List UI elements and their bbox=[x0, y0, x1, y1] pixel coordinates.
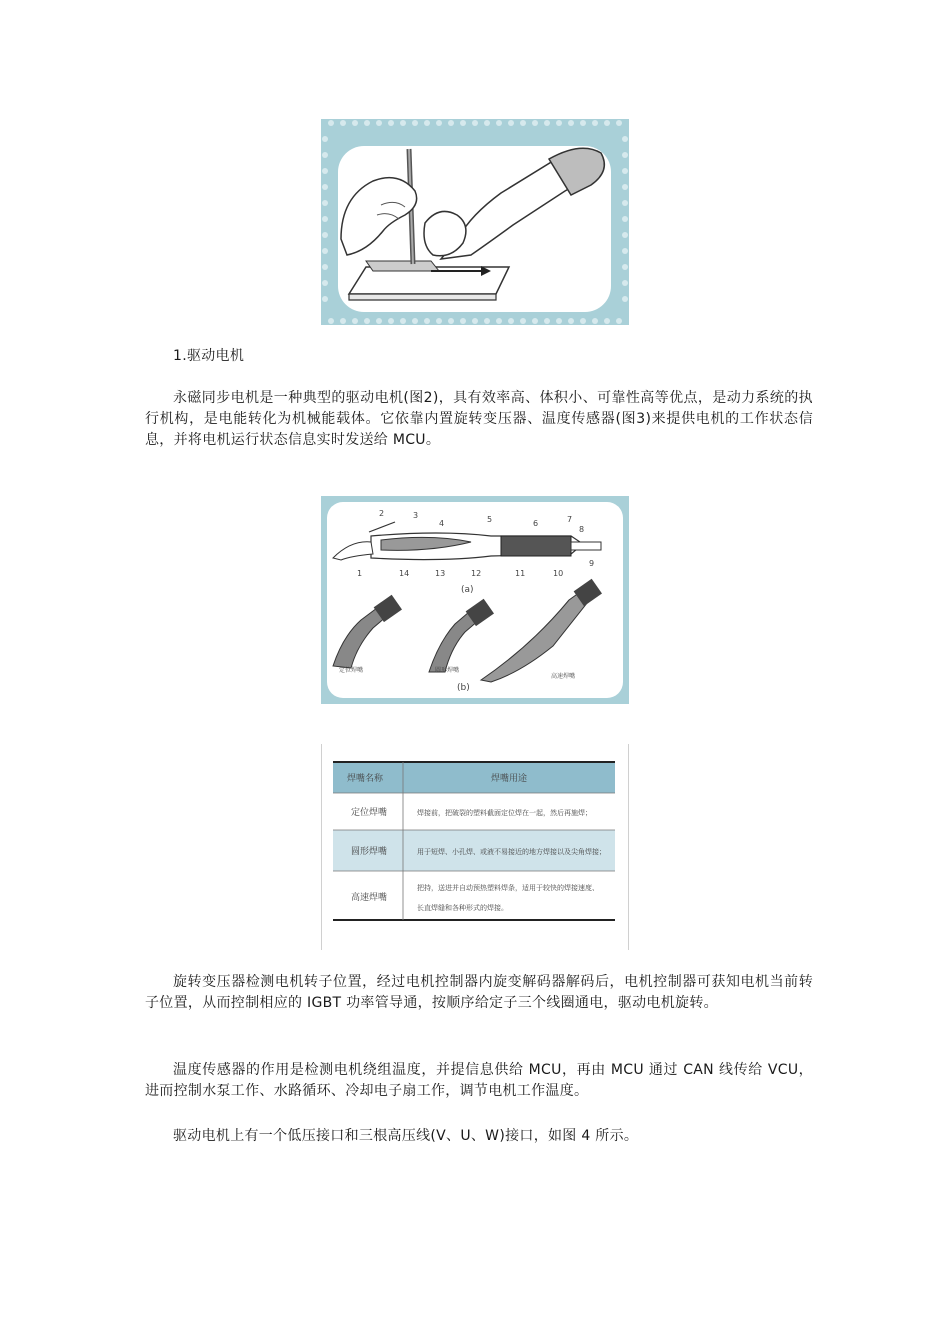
part-label: 11 bbox=[515, 569, 526, 578]
nozzle-label: 定位焊嘴 bbox=[339, 667, 364, 674]
paragraph-interfaces: 驱动电机上有一个低压接口和三根高压线(V、U、W)接口，如图 4 所示。 bbox=[173, 1128, 639, 1144]
nozzle-label: 高速焊嘴 bbox=[551, 673, 576, 680]
table-cell: 长直焊缝和各种形式的焊接。 bbox=[417, 904, 508, 912]
part-label: 1 bbox=[357, 569, 363, 578]
nozzle-label: 圆形焊嘴 bbox=[435, 667, 460, 674]
caption-a: (a) bbox=[461, 585, 474, 595]
part-label: 9 bbox=[589, 559, 595, 568]
nozzle-table bbox=[321, 744, 629, 950]
part-label: 14 bbox=[399, 569, 410, 578]
paragraph-resolver: 旋转变压器检测电机转子位置，经过电机控制器内旋变解码器解码后，电机控制器可获知电机当前转子位置，从而控制相应的 IGBT 功率管导通，按顺序给定子三个线圈通电，驱动电机旋转。 bbox=[145, 974, 813, 1011]
part-label: 2 bbox=[379, 509, 385, 518]
table-cell: 用于短焊、小孔焊、或液不易接近的地方焊接以及尖角焊接； bbox=[417, 848, 606, 856]
part-label: 3 bbox=[413, 511, 419, 520]
table-cell: 高速焊嘴 bbox=[351, 893, 388, 903]
part-label: 5 bbox=[487, 515, 493, 524]
part-label: 8 bbox=[579, 525, 585, 534]
part-label: 7 bbox=[567, 515, 573, 524]
section-heading: 1.驱动电机 bbox=[173, 348, 245, 364]
table-header: 焊嘴名称 bbox=[347, 774, 384, 784]
part-label: 6 bbox=[533, 519, 539, 528]
paragraph-temperature-sensor: 温度传感器的作用是检测电机绕组温度，并提信息供给 MCU，再由 MCU 通过 CAN 线传给 VCU，进而控制水泵工作、水路循环、冷却电子扇工作，调节电机工作温度。 bbox=[145, 1062, 813, 1099]
caption-b: (b) bbox=[457, 683, 470, 693]
part-label: 4 bbox=[439, 519, 445, 528]
table-cell: 焊接前，把破裂的塑料截面定位焊在一起，然后再施焊； bbox=[417, 809, 592, 817]
paragraph-motor-intro: 永磁同步电机是一种典型的驱动电机(图2)，具有效率高、体积小、可靠性高等优点，是动力系统的执行机构，是电能转化为机械能载体。它依靠内置旋转变压器、温度传感器(图3)来提供电机的工作状态信息，并将电机运行状态信息实时发送给 MCU。 bbox=[145, 390, 813, 448]
welding-gun-diagram bbox=[321, 496, 629, 704]
table-cell: 圆形焊嘴 bbox=[351, 847, 388, 857]
table-header: 焊嘴用途 bbox=[491, 774, 528, 784]
part-label: 10 bbox=[553, 569, 564, 578]
part-label: 13 bbox=[435, 569, 446, 578]
part-label: 12 bbox=[471, 569, 482, 578]
table-cell: 定位焊嘴 bbox=[351, 808, 388, 818]
welding-illustration bbox=[321, 119, 629, 325]
table-cell: 把持，送进并自动预热塑料焊条，适用于较快的焊接速度、 bbox=[417, 884, 599, 892]
